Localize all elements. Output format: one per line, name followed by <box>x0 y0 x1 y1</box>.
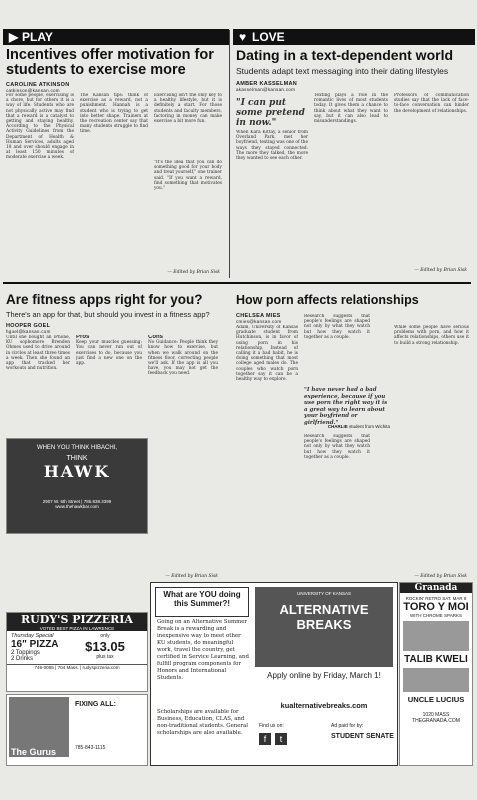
column-divider <box>229 30 230 278</box>
rudys-special: Thursday Special <box>11 633 54 639</box>
porn-column-3: While some people have serious problems with porn, and how it affects relationships, others use it to build a strong relationship. <box>394 325 469 346</box>
fitness-edited-by: — Edited by Brian Sisk <box>165 574 218 579</box>
abreaks-title2: BREAKS <box>296 617 352 632</box>
granada-event-1: ROCKIN' RETRO SAT. MAR 8 <box>405 596 467 601</box>
love-headline: Dating in a text-dependent world <box>236 47 454 63</box>
rudys-tagline: VOTED BEST PIZZA IN LAWRENCE <box>7 626 147 631</box>
porn-column-2b: Research suggests that people's feelings are shaped not only by what they watch but how they watch it together as a couple. <box>304 434 370 460</box>
porn-edited-by: — Edited by Brian Sisk <box>414 574 467 579</box>
granada-event-4: TALIB KWELI <box>404 654 468 665</box>
rudys-phone: 749-0055 | 704 Mass. | rudyspizzeria.com <box>7 664 147 670</box>
gurus-ad[interactable] <box>6 694 148 766</box>
abreaks-body: Going on an Alternative Summer Break is a rewarding and inexpensive way to meet other KU students, do meaningful work, travel the country, get certified in Service Learning, and fulfill program components for Honors and International Students. <box>157 619 249 681</box>
rudys-toppings: 2 Toppings <box>11 650 40 656</box>
play-column-3: Exercising isn't the only key to a healthy lifestyle, but it is definitely a start. For those students and faculty members, factoring in money can make exercise a bit more fun. <box>154 93 222 125</box>
hawk-ad-site: www.thehawkbar.com <box>55 504 99 509</box>
play-column-1: For some people, exercising is a chore, but for others it is a way of life. Students who are not physically active may find that a reward is a catalyst to getting and staying healthy. According to the Physical Activity Guidelines from the Department of Health & Human Services, adults aged 18 and over should engage in at least 150 minutes of moderate exercise a week. <box>6 93 74 161</box>
hawk-ad-line1: WHEN YOU THINK HIBACHI, <box>36 445 118 451</box>
gurus-phone: 785-843-1115 <box>75 745 106 751</box>
play-headline: Incentives offer motivation for students to exercise more <box>6 47 214 78</box>
pros-label: Pros <box>76 335 90 340</box>
rudys-price: $13.05 <box>85 639 125 654</box>
student-senate-logo: STUDENT SENATE <box>331 733 394 740</box>
hawk-ad-address: 2907 W. 6th Street | 785.838.3399 <box>42 499 112 504</box>
abreaks-univ: UNIVERSITY OF KANSAS <box>297 591 351 596</box>
porn-column-2: Research suggests that people's feelings are shaped not only by what they watch but how they watch it together as a couple. <box>304 314 370 340</box>
abreaks-body2: Scholarships are available for Business, Education, CLAS, and non-traditional students. General scholarships are also available. <box>157 709 248 736</box>
abreaks-title1: ALTERNATIVE <box>279 602 369 617</box>
section-header-play: ▶ PLAY <box>3 29 229 45</box>
facebook-icon[interactable]: f <box>259 733 271 745</box>
porn-pullquote: "I have never had a bad experience, because if you use porn the right way it is a great way to learn about your boyfriend or girlfriend." <box>304 387 388 426</box>
section-divider <box>3 282 471 284</box>
section-header-love: ♥ LOVE <box>233 29 475 45</box>
play-icon: ▶ <box>9 30 19 44</box>
love-edited-by: — Edited by Brian Sisk <box>414 268 467 273</box>
porn-headline: How porn affects relationships <box>236 293 419 307</box>
love-column-2: Texting plays a role in the romantic lives of most students today. It gives them a chance to think about what they want to say, but it can also lead to misunderstandings. <box>314 93 388 125</box>
fitness-column-2 <box>76 335 142 435</box>
porn-column-1: Adam, University of Kansas graduate student from Hutchinson, is in favor of using porn in his relationship. Instead of calling it a bad habit, he is doing something that most college aged males do. The couples who watch porn together say it can be a healthy way to explore. <box>236 325 298 383</box>
play-column-3b: "It's the idea that you can do something good for your body and treat yourself," one trainer said. "If you want a reward, find something that motivates you." <box>154 160 222 192</box>
love-subhead: Students adapt text messaging into their dating lifestyles <box>236 66 449 76</box>
granada-event-3: WITH CHROME SPARKS <box>410 613 462 618</box>
fitness-column-1: Until she bought an iPhone, KU sophomore Brenden Ohmes used to drive around in circles at least three times a week. Then she found an app that tracked her workouts and nutrition. <box>6 335 70 372</box>
cons-text: No Guidance: People think they know how to exercise, but when we walk around on the fitness floor, correcting people we'll ask. If the app is all you have, you may not get the feedback you need. <box>148 340 218 377</box>
gurus-fix: FIXING ALL: <box>75 701 116 708</box>
fitness-column-3 <box>148 335 218 435</box>
granada-ad[interactable] <box>399 582 473 766</box>
abreaks-site[interactable]: kualternativebreaks.com <box>280 701 368 710</box>
alternative-breaks-ad[interactable] <box>150 582 398 766</box>
granada-photo <box>403 621 469 651</box>
hawk-logo: HAWK <box>43 462 111 481</box>
fitness-byline: HOOPER GOEL hgoel@kansan.com <box>6 323 51 334</box>
love-byline: AMBER KASSELMAN akasselman@kansan.com <box>236 81 298 92</box>
rudys-tax: plus tax <box>96 654 114 660</box>
love-column-3: Professors of communication studies say that the lack of face-to-face conversation can hinder the development of relationships. <box>394 93 469 114</box>
hawk-ad[interactable] <box>6 438 148 534</box>
fitness-subhead: There's an app for that, but should you invest in a fitness app? <box>6 310 210 319</box>
rudys-drinks: 2 Drinks <box>11 656 34 662</box>
porn-byline: CHELSEA MIES cmies@kansan.com <box>236 313 282 324</box>
granada-site: THEGRANADA.COM <box>412 718 460 724</box>
heart-icon: ♥ <box>239 30 247 44</box>
rudys-logo: RUDY'S PIZZERIA <box>7 613 147 626</box>
pros-text: Keep your muscles guessing: You can never run out of exercises to do, because you just find a new one on the app. <box>76 340 142 367</box>
porn-pullquote-attr: CHARLIE student from Wichita <box>327 424 390 429</box>
granada-address: 1020 MASS <box>422 712 450 718</box>
abreaks-paid: Ad paid for by: <box>331 723 364 729</box>
granada-logo: Granada <box>400 583 472 593</box>
hawk-ad-line2: THINK <box>66 455 88 462</box>
fitness-headline: Are fitness apps right for you? <box>6 292 203 307</box>
gurus-logo: The Gurus <box>11 747 57 757</box>
rudys-pizzeria-ad[interactable] <box>6 612 148 692</box>
granada-event-5: UNCLE LUCIUS <box>407 695 465 704</box>
abreaks-question: What are YOU doing this Summer?! <box>155 587 249 617</box>
abreaks-find: Find us on: <box>259 723 284 729</box>
rudys-size: 16" PIZZA <box>11 639 59 650</box>
rudys-only: only <box>100 633 110 639</box>
love-pullquote: "I can put some pretend in now." <box>236 98 305 128</box>
abreaks-apply: Apply online by Friday, March 1! <box>267 671 381 680</box>
play-edited-by: — Edited by Brian Sisk <box>167 270 220 275</box>
love-column-1: When Kara Kittay, a senior from Overland Park, met her boyfriend, texting was one of the ways they stayed connected. The more they talked, the more they wanted to see each other. <box>236 130 308 162</box>
cons-label: Cons <box>148 335 163 340</box>
play-byline: CAROLINE ATKINSON catkinson@kansan.com <box>6 82 70 93</box>
abreaks-banner <box>255 587 393 667</box>
granada-event-2: TORO Y MOI <box>403 601 469 613</box>
twitter-icon[interactable]: t <box>275 733 287 745</box>
granada-photo-2 <box>403 668 469 692</box>
play-column-2: The Kansan tips: think of exercise as a reward, not a punishment. Hannah is a student who is trying to get into better shape. Trainers at the recreation center say that many students struggle to find time. <box>80 93 148 135</box>
